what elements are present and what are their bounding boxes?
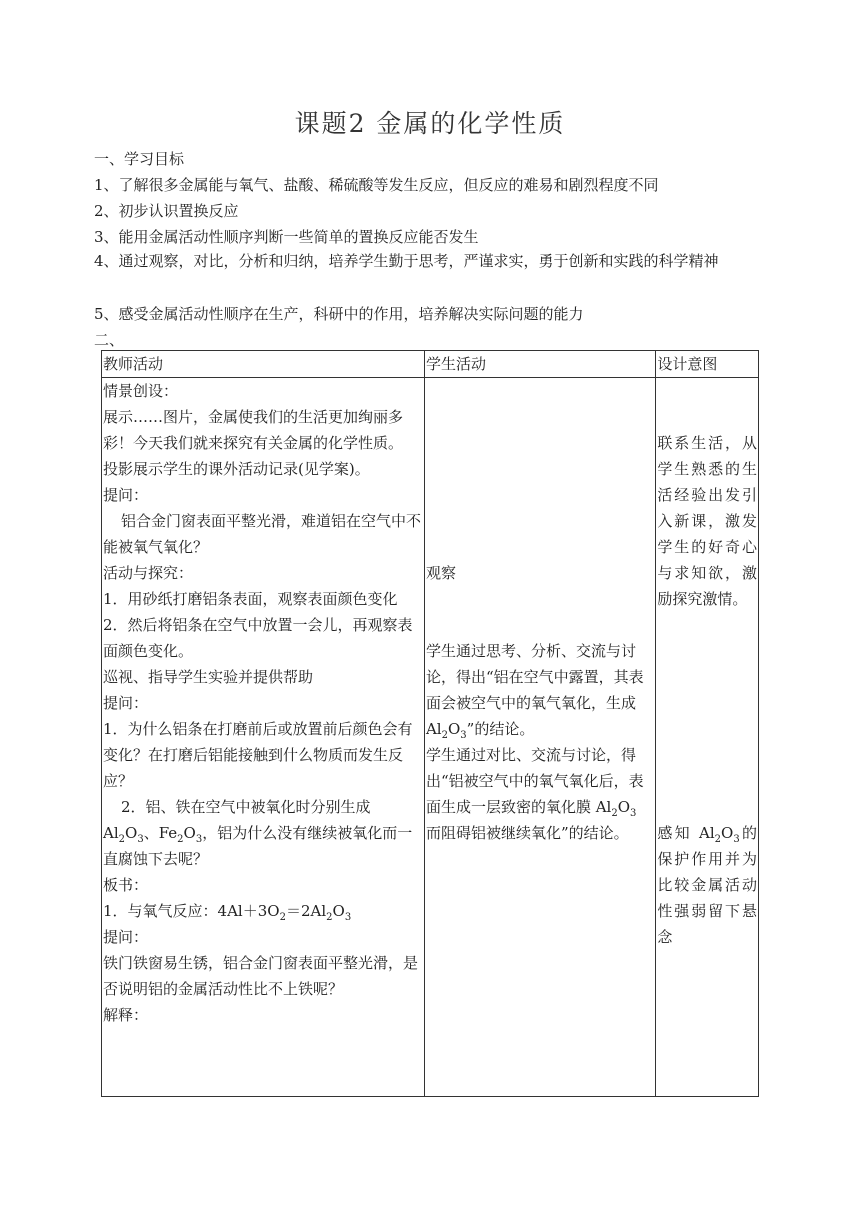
text-run: 2．铝、铁在空气中被氧化时分别生成Al — [103, 798, 371, 842]
text-run: 的保护作用并为比较金属活动性强弱留下悬念 — [657, 824, 757, 946]
table-header-row — [102, 351, 759, 378]
teacher-para: 提问： — [103, 694, 149, 712]
objective-2: 2、初步认识置换反应 — [94, 202, 239, 220]
document-title: 课题2 金属的化学性质 — [294, 109, 566, 138]
objective-4: 4、通过观察，对比，分析和归纳，培养学生勤于思考，严谨求实，勇于创新和实践的科学精神 — [94, 252, 719, 270]
design-para: 联系生活，从学生熟悉的生活经验出发引入新课，激发学生的好奇心与求知欲，激励探究激情。 — [657, 434, 757, 608]
subscript: 2 — [714, 834, 721, 845]
teacher-para: 情景创设： — [103, 382, 179, 400]
teacher-para: 提问： — [103, 928, 149, 946]
text-run: ，铝为什么没有继续被氧化而一直腐蚀下去呢？ — [103, 824, 413, 868]
subscript: 2 — [118, 834, 126, 845]
subscript: 3 — [195, 834, 203, 845]
subscript: 2 — [326, 912, 333, 923]
section-heading-2: 二、 — [94, 331, 125, 349]
teacher-para: 活动与探究： — [103, 564, 194, 582]
teacher-para: 1．用砂纸打磨铝条表面，观察表面颜色变化 — [103, 590, 398, 608]
text-run: 、Fe — [143, 824, 178, 842]
design-intent-cell — [656, 378, 759, 1097]
text-run: 学生通过对比、交流与讨论，得出“铝被空气中的氧气氧化后，表面生成一层致密的氧化膜 Al — [425, 746, 644, 816]
text-run: 1．与氧气反应：4Al＋3O — [103, 902, 280, 920]
subscript: 2 — [279, 912, 286, 923]
student-activity-cell — [424, 378, 655, 1097]
text-run: 而阻碍铝被继续氧化”的结论。 — [425, 824, 629, 842]
subscript: 2 — [177, 834, 184, 845]
header-design-intent: 设计意图 — [656, 351, 759, 378]
subscript: 3 — [460, 730, 467, 741]
section-heading-objectives: 一、学习目标 — [94, 150, 185, 168]
teacher-para: 1．为什么铝条在打磨前后或放置前后颜色会有变化？在打磨后铝能接触到什么物质而发生反应？ — [103, 720, 413, 790]
teacher-para: 板书： — [103, 876, 149, 894]
text-run: 感知 Al — [657, 824, 715, 842]
text-run: O — [721, 824, 734, 842]
teacher-para-equation — [103, 898, 423, 924]
subscript: 2 — [611, 808, 618, 819]
text-run: ”的结论。 — [466, 720, 535, 738]
subscript: 2 — [441, 730, 448, 741]
student-para — [426, 638, 654, 742]
text-run: O — [447, 720, 461, 738]
teacher-para: 投影展示学生的课外活动记录(见学案)。 — [103, 460, 370, 478]
student-para: 观察 — [425, 564, 456, 582]
subscript: 3 — [344, 912, 352, 923]
header-teacher-activity: 教师活动 — [102, 351, 425, 378]
student-para — [426, 742, 654, 846]
teacher-para-formula — [103, 794, 423, 872]
teacher-para: 提问： — [103, 486, 149, 504]
text-run: O — [183, 824, 196, 842]
objective-1: 1、了解很多金属能与氧气、盐酸、稀硫酸等发生反应，但反应的难易和剧烈程度不同 — [94, 176, 659, 194]
text-run: O — [332, 902, 345, 920]
text-run: O — [617, 798, 631, 816]
subscript: 3 — [137, 834, 144, 845]
text-run: ＝2Al — [285, 902, 327, 920]
lesson-plan-table — [101, 350, 759, 1097]
teacher-para: 2．然后将铝条在空气中放置一会儿，再观察表面颜色变化。 — [103, 616, 413, 660]
header-student-activity: 学生活动 — [424, 351, 655, 378]
teacher-para: 展示……图片，金属使我们的生活更加绚丽多彩！今天我们就来探究有关金属的化学性质。 — [103, 408, 404, 452]
table-row — [102, 378, 759, 1097]
design-para — [657, 820, 757, 950]
teacher-para: 巡视、指导学生实验并提供帮助 — [103, 668, 314, 686]
objective-3: 3、能用金属活动性顺序判断一些简单的置换反应能否发生 — [94, 228, 479, 246]
text-run: O — [125, 824, 138, 842]
objective-5: 5、感受金属活动性顺序在生产，科研中的作用，培养解决实际问题的能力 — [94, 305, 584, 323]
text-run: 学生通过思考、分析、交流与讨论，得出“铝在空气中露置，其表面会被空气中的氧气氧化，生成 Al — [425, 642, 644, 738]
teacher-activity-cell — [102, 378, 425, 1097]
teacher-para: 铁门铁窗易生锈，铝合金门窗表面平整光滑，是否说明铝的金属活动性比不上铁呢？ — [103, 954, 419, 998]
subscript: 3 — [733, 834, 740, 845]
subscript: 3 — [630, 808, 637, 819]
teacher-para: 解释： — [103, 1006, 149, 1024]
teacher-para: 铝合金门窗表面平整光滑，难道铝在空气中不能被氧气氧化？ — [103, 512, 422, 556]
